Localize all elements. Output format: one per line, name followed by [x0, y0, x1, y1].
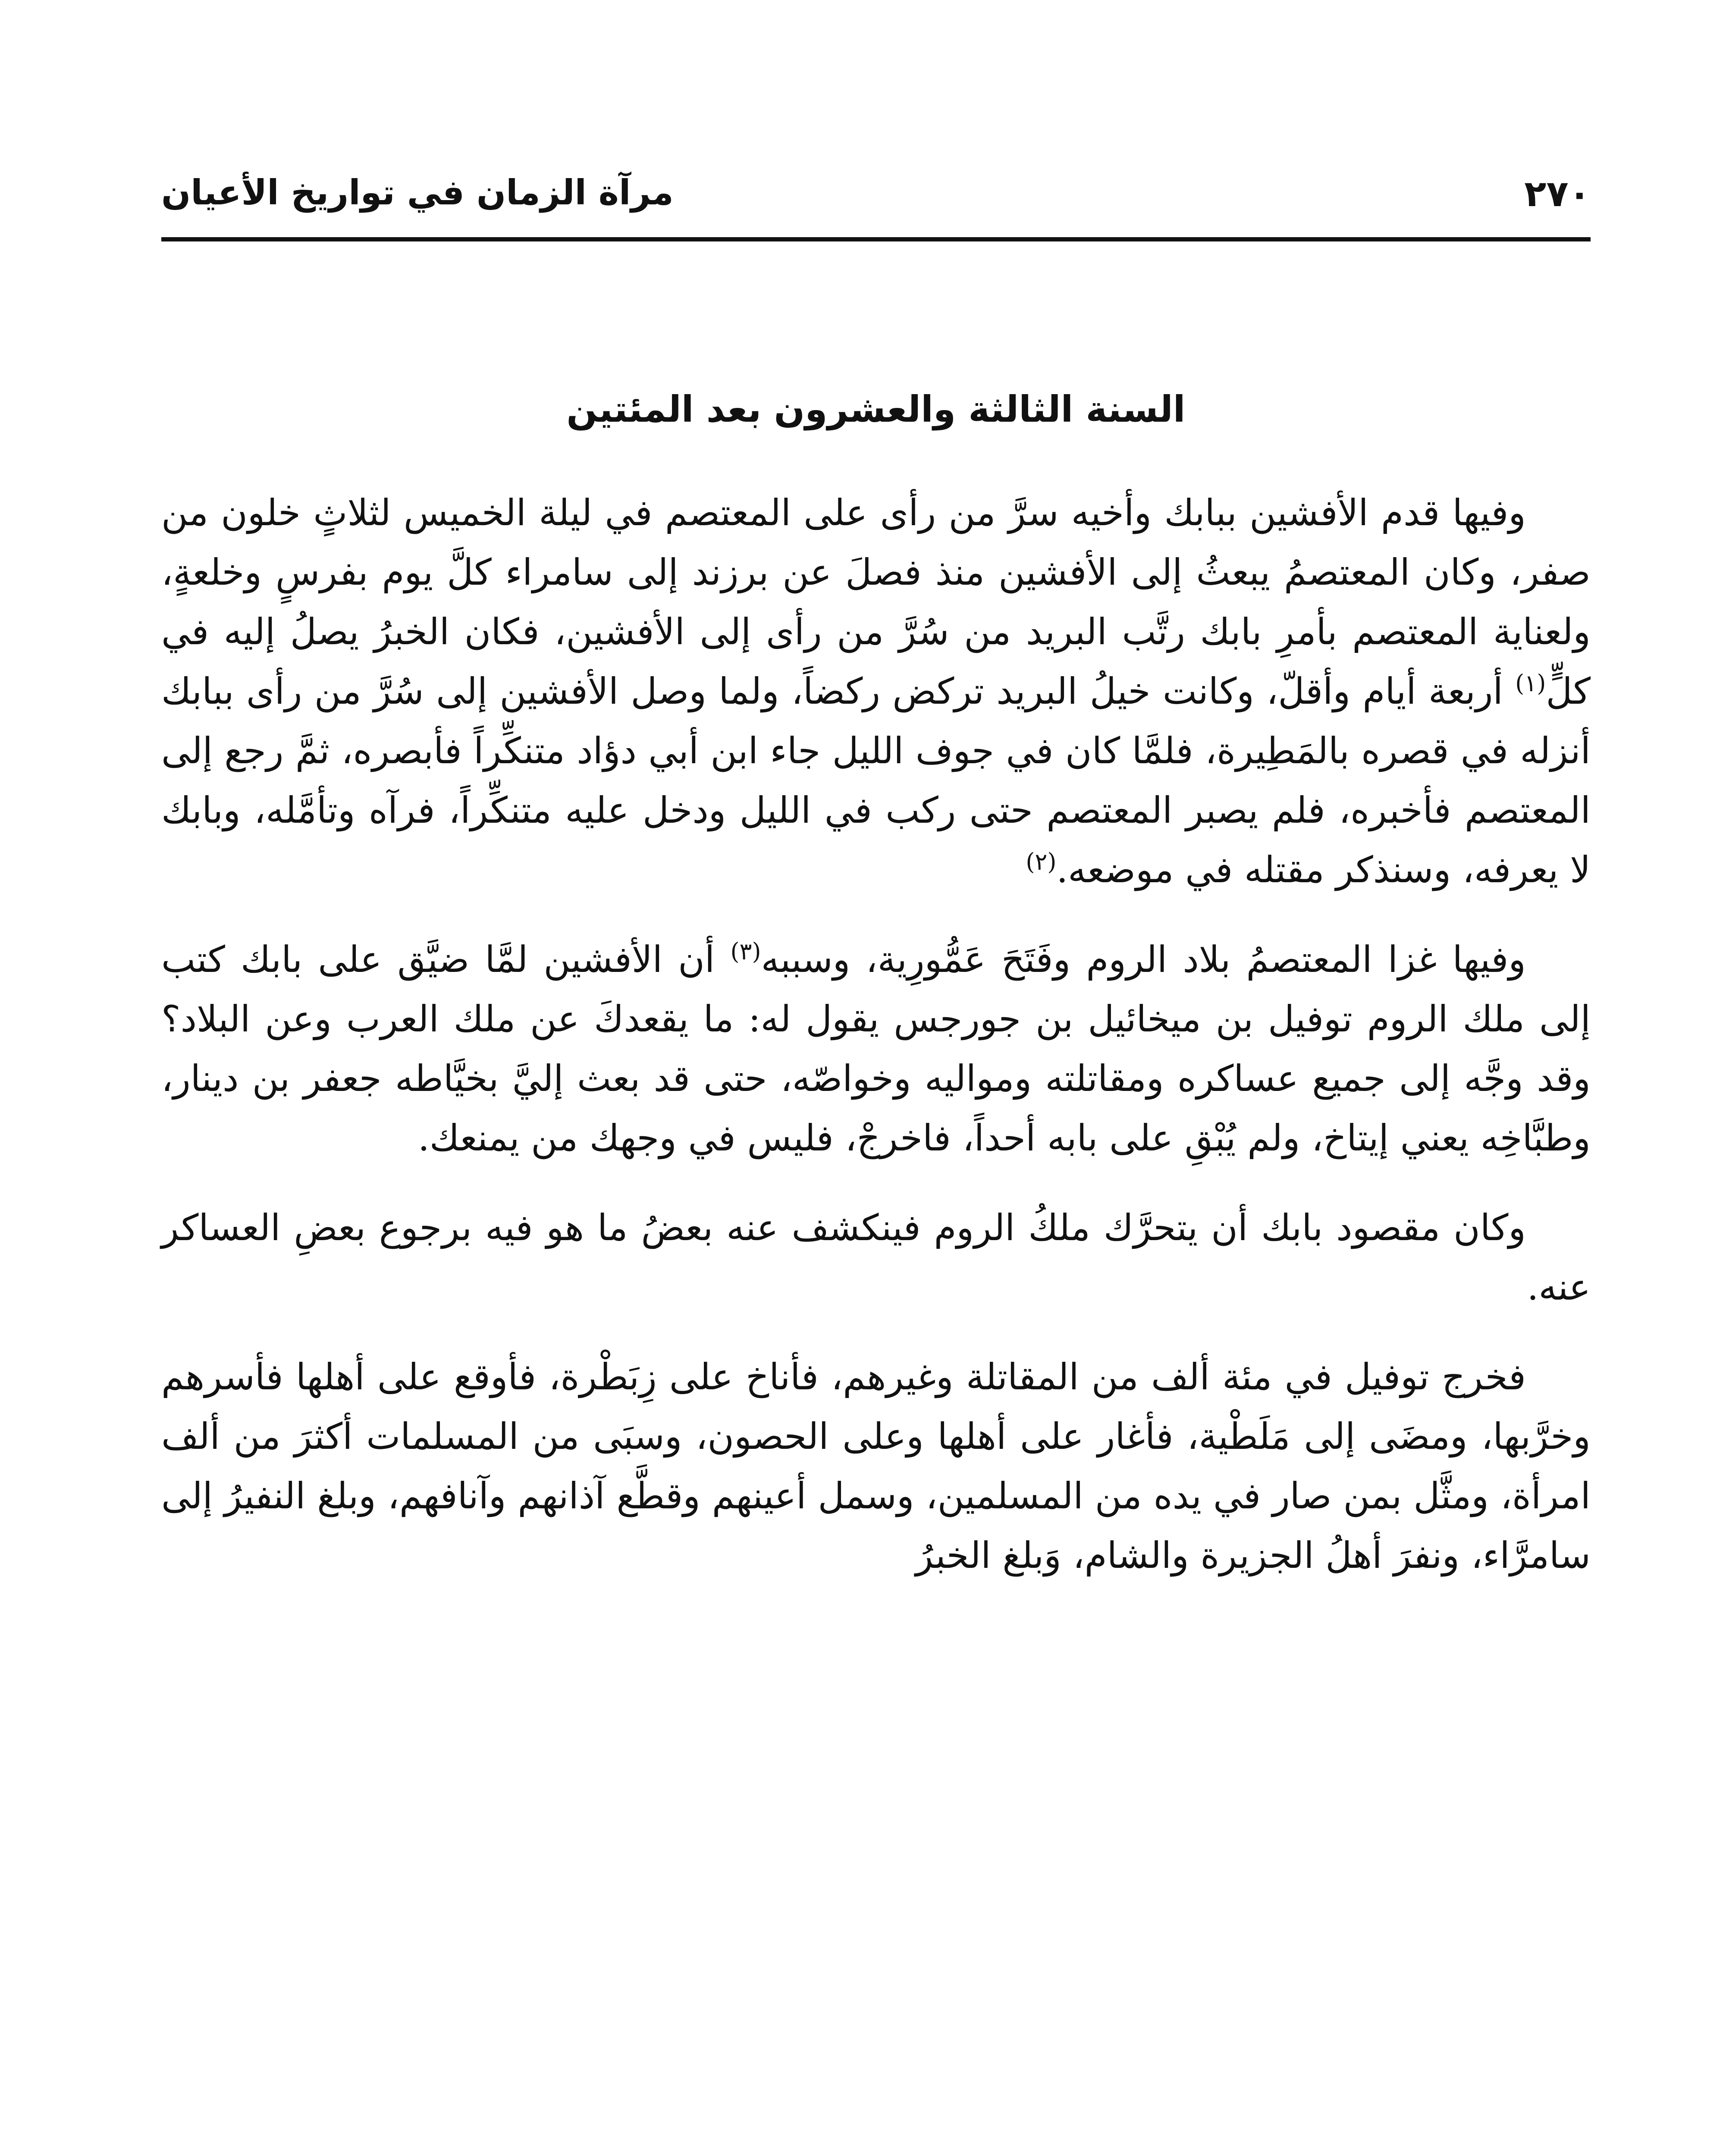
- paragraph-1-part-b: أربعة أيام وأقلّ، وكانت خيلُ البريد تركض ركضاً، ولما وصل الأفشين إلى سُرَّ من رأى ببابك أنزله في قصره بالمَطِيرة، فلمَّا كان في جوف الليل جاء ابن أبي دؤاد متنكِّراً فأبصره، ثمَّ رجع إلى المعتصم فأخبره، فلم يصبر المعتصم حتى ركب في الليل ودخل عليه متنكِّراً، فرآه وتأمَّله، وبابك لا يعرفه، وسنذكر مقتله في موضعه.: [161, 670, 1591, 891]
- paragraph-4: فخرج توفيل في مئة ألف من المقاتلة وغيرهم، فأناخ على زِبَطْرة، فأوقع على أهلها فأسرهم وخرَّبها، ومضَى إلى مَلَطْية، فأغار على أهلها وعلى الحصون، وسبَى من المسلمات أكثرَ من ألف امرأة، ومثَّل بمن صار في يده من المسلمين، وسمل أعينهم وقطَّع آذانهم وآنافهم، وبلغ النفيرُ إلى سامرَّاء، ونفرَ أهلُ الجزيرة والشام، وَبلغ الخبرُ: [161, 1356, 1591, 1576]
- book-title: مرآة الزمان في تواريخ الأعيان: [161, 172, 674, 213]
- running-header: [161, 155, 1591, 233]
- section-title: السنة الثالثة والعشرون بعد المئتين: [566, 388, 1186, 430]
- paragraph-2-part-b: أن الأفشين لمَّا ضيَّق على بابك كتب إلى ملك الروم توفيل بن ميخائيل بن جورجس يقول له: ما يقعدكَ عن ملك العرب وعن البلاد؟ وقد وجَّه إلى جميع عساكره ومقاتلته ومواليه وخواصّه، حتى قد بعث إليَّ بخيَّاطه جعفر بن دينار، وطبَّاخِه يعني إيتاخ، ولم يُبْقِ على بابه أحداً، فاخرجْ، فليس في وجهك من يمنعك.: [161, 938, 1591, 1159]
- paragraph-2-part-a: وفيها غزا المعتصمُ بلاد الروم وفَتَحَ عَمُّورِية، وسببه: [761, 938, 1526, 981]
- header-rule: [161, 237, 1591, 241]
- paragraph-1: [161, 483, 1591, 899]
- paragraph-2: [161, 930, 1591, 1168]
- body-text: [161, 483, 1591, 1615]
- footnote-ref-1[interactable]: (١): [1515, 670, 1546, 697]
- paragraph-3: وكان مقصود بابك أن يتحرَّك ملكُ الروم فينكشف عنه بعضُ ما هو فيه برجوع بعضِ العساكر عنه.: [161, 1206, 1591, 1308]
- page-number: ٢٧٠: [1524, 172, 1591, 215]
- paragraph-1-part-a: وفيها قدم الأفشين ببابك وأخيه سرَّ من رأى على المعتصم في ليلة الخميس لثلاثٍ خلون من صفر، وكان المعتصمُ يبعثُ إلى الأفشين منذ فصلَ عن برزند إلى سامراء كلَّ يوم بفرسٍ وخلعةٍ، ولعناية المعتصم بأمرِ بابك رتَّب البريد من سُرَّ من رأى إلى الأفشين، فكان الخبرُ يصلُ إليه في كلٍّ: [161, 492, 1591, 712]
- footnote-ref-2[interactable]: (٢): [1026, 848, 1057, 875]
- footnote-ref-3[interactable]: (٣): [730, 938, 761, 965]
